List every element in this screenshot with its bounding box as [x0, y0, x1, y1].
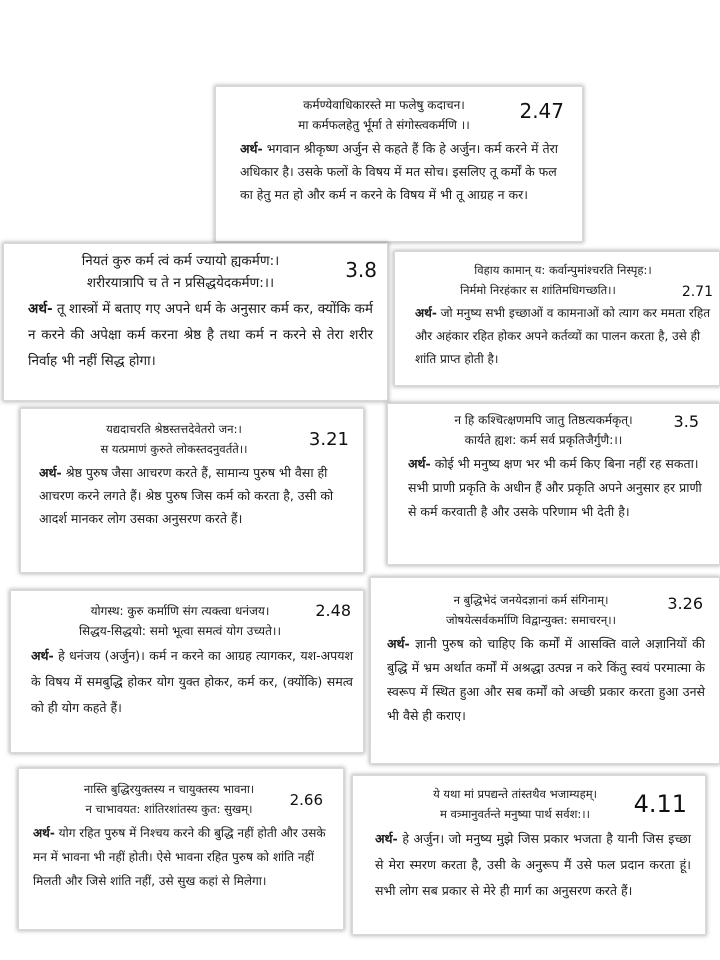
verse-card-4-11 [352, 775, 706, 935]
verse-line: न बुद्धिभेदं जनयेदज्ञानां कर्म संगिनाम्। [453, 593, 609, 607]
verse-line: ये यथा मां प्रपद्यन्ते तांस्तथैव भजाम्यहम्। [433, 787, 597, 801]
verse-line: कार्यते ह्यश: कर्म सर्व प्रकृतिजैर्गुणै:।। [464, 433, 623, 447]
meaning-label: अर्थ- [387, 636, 410, 651]
meaning-body: जो मनुष्य सभी इच्छाओं व कामनाओं को त्याग कर ममता रहित और अहंकार रहित होकर अपने कर्तव्यों का पालन करता है, उसे ही शांति प्राप्त होती है। [415, 306, 711, 366]
verse-number: 2.71 [681, 284, 713, 300]
verse-card-2-66 [18, 768, 344, 930]
meaning-body: भगवान श्रीकृष्ण अर्जुन से कहते हैं कि हे अर्जुन। कर्म करने में तेरा अधिकार है। उसके फलों के विषय में मत सोच। इसलिए तू कर्मों के फल का हेतु मत हो और कर्म न करने के विषय में भी तू आग्रह न कर। [240, 141, 558, 202]
verse-number: 3.8 [345, 258, 377, 282]
meaning-text [408, 452, 709, 524]
verse-line: मा कर्मफलहेतु र्भूर्मा ते संगोस्त्वकर्मणि ।। [298, 118, 470, 132]
meaning-text [415, 302, 711, 371]
verse-line: न हि कश्चित्क्षणमपि जातु तिष्ठत्यकर्मकृत्। [454, 413, 633, 427]
meaning-label: अर्थ- [375, 831, 398, 846]
verse-line: नियतं कुरु कर्म त्वं कर्म ज्यायो ह्यकर्मण:। [81, 253, 280, 269]
verse-text [408, 410, 709, 450]
meaning-text [33, 821, 335, 893]
verse-line: म वत्र्मानुवर्तन्ते मनुष्या पार्थ सर्वश:।। [440, 807, 590, 821]
meaning-text [387, 632, 705, 728]
verse-line: यद्यदाचरति श्रेष्ठस्तत्तदेवेतरो जन:। [106, 422, 242, 436]
verse-line: शरीरयात्रापि च ते न प्रसिद्धयेदकर्मण:।। [86, 275, 275, 291]
verse-number: 2.48 [315, 601, 351, 620]
verse-card-2-48 [10, 590, 364, 753]
verse-text [31, 601, 353, 641]
meaning-text [375, 826, 691, 904]
verse-number: 4.11 [633, 790, 687, 818]
verse-line: न चाभावयत: शांतिरशांतस्य कुत: सुखम्। [85, 802, 253, 816]
verse-card-2-71 [394, 251, 720, 386]
verse-card-3-21 [20, 408, 364, 573]
verse-text [387, 590, 705, 630]
meaning-body: ज्ञानी पुरुष को चाहिए कि कर्मों में आसक्ति वाले अज्ञानियों की बुद्धि में भ्रम अर्थात कर्मों में अश्रद्धा उत्पन्न न करे किंतु स्वयं परमात्मा के स्वरूप में स्थित हुआ और सब कर्मों को अच्छी प्रकार करता हुआ उनसे भी वैसे ही कराए। [387, 636, 705, 723]
meaning-text [28, 296, 373, 374]
verse-line: सिद्धय-सिद्धयो: समो भूत्वा समत्वं योग उच्यते।। [78, 624, 282, 638]
verse-line: योगस्थ: कुरु कर्माणि संग त्यक्त्वा धनंजय। [90, 604, 270, 618]
verse-number: 2.66 [289, 791, 323, 809]
verse-number: 3.5 [673, 412, 699, 431]
verse-text [39, 419, 353, 459]
meaning-label: अर्थ- [408, 456, 431, 471]
meaning-label: अर्थ- [33, 826, 55, 840]
verse-line: कर्मण्येवाधिकारस्ते मा फलेषु कदाचन। [303, 98, 465, 112]
verse-line: विहाय कामान् य: कर्वान्पुमांश्चरति निस्पृह:। [474, 263, 652, 277]
meaning-label: अर्थ- [31, 648, 54, 663]
meaning-label: अर्थ- [240, 141, 263, 156]
meaning-text [39, 461, 353, 530]
verse-number: 2.47 [519, 99, 564, 123]
verse-card-3-8 [3, 243, 388, 401]
meaning-label: अर्थ- [415, 306, 437, 320]
verse-card-3-5 [387, 403, 720, 565]
verse-number: 3.26 [667, 594, 703, 613]
verse-text [415, 260, 711, 300]
verse-line: स यत्प्रमाणं कुरुते लोकस्तदनुवर्तते।। [100, 442, 248, 456]
meaning-text [240, 137, 568, 206]
meaning-text [31, 643, 353, 721]
meaning-body: तू शास्त्रों में बताए गए अपने धर्म के अनुसार कर्म कर, क्योंकि कर्म न करने की अपेक्षा कर्म करना श्रेष्ठ है तथा कर्म न करने से तेरा शरीर निर्वाह भी नहीं सिद्ध होगा। [28, 301, 374, 369]
verse-card-2-47 [215, 86, 583, 242]
meaning-label: अर्थ- [28, 301, 53, 317]
verse-text [28, 250, 373, 294]
meaning-body: योग रहित पुरुष में निश्चय करने की बुद्धि नहीं होती और उसके मन में भावना भी नहीं होती। ऐसे भावना रहित पुरुष को शांति नहीं मिलती और जिसे शांति नहीं, उसे सुख कहां से मिलेगा। [33, 826, 326, 888]
verse-card-3-26 [370, 577, 720, 764]
meaning-body: हे धनंजय (अर्जुन)। कर्म न करने का आग्रह त्यागकर, यश-अपयश के विषय में समबुद्धि होकर योग युक्त होकर, कर्म कर, (क्योंकि) समत्व को ही योग कहते हैं। [31, 648, 353, 715]
verse-number: 3.21 [308, 429, 349, 450]
meaning-body: कोई भी मनुष्य क्षण भर भी कर्म किए बिना नहीं रह सकता। सभी प्राणी प्रकृति के अधीन हैं और प्रकृति अपने अनुसार हर प्राणी से कर्म करवाती है और उसके परिणाम भी देती है। [408, 456, 702, 519]
meaning-label: अर्थ- [39, 465, 62, 480]
meaning-body: हे अर्जुन। जो मनुष्य मुझे जिस प्रकार भजता है यानी जिस इच्छा से मेरा स्मरण करता है, उसी के अनुरूप मैं उसे फल प्रदान करता हूं। सभी लोग सब प्रकार से मेरे ही मार्ग का अनुसरण करते हैं। [375, 831, 691, 898]
meaning-body: श्रेष्ठ पुरुष जैसा आचरण करते हैं, सामान्य पुरुष भी वैसा ही आचरण करने लगते हैं। श्रेष्ठ पुरुष जिस कर्म को करता है, उसी को आदर्श मानकर लोग उसका अनुसरण करते हैं। [39, 465, 334, 526]
verse-line: नास्ति बुद्धिरयुक्तस्य न चायुक्तस्य भावना। [83, 782, 255, 796]
verse-line: जोषयेत्सर्वकर्माणि विद्वान्युक्त: समाचरन्।। [446, 613, 616, 627]
verse-line: निर्ममो निरहंकार स शांतिमधिगच्छति।। [460, 283, 616, 297]
